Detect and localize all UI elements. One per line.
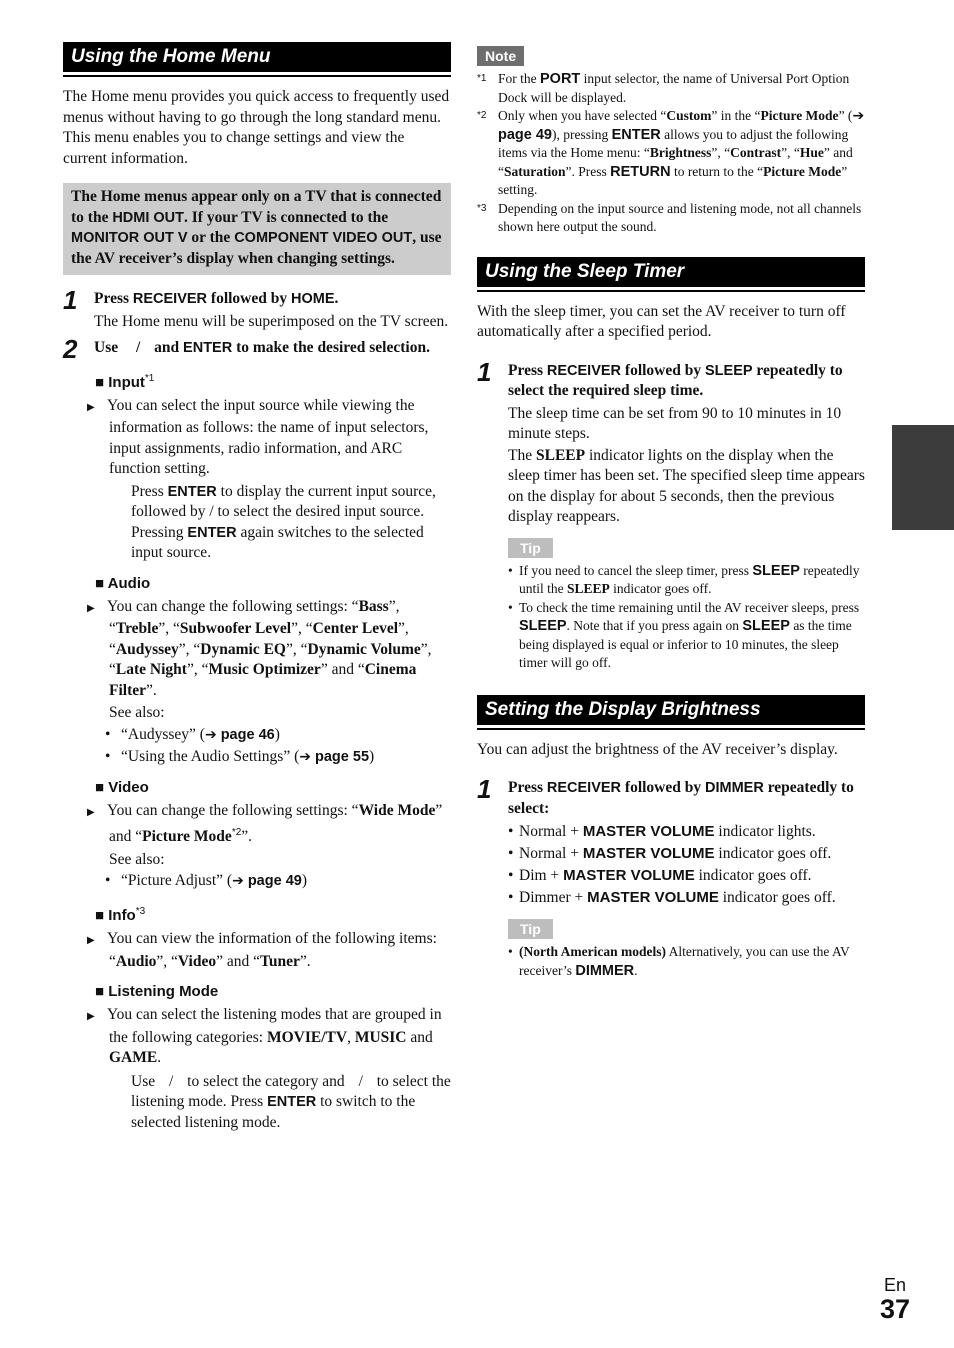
audio-references [95,724,451,768]
dimmer-option: • Dim + MASTER VOLUME indicator goes off. [508,865,865,887]
input-subsection [87,369,451,564]
sleep-indicator-desc: The SLEEP indicator lights on the display when the sleep timer has been set. The specified sleep time appears on the display for about 5 seconds, then the previous display reappears. [508,446,865,525]
note-label: Note [477,46,524,66]
video-references [95,870,451,892]
section-heading-sleep-timer: Using the Sleep Timer [477,257,865,290]
chapter-tab [892,425,954,530]
left-column [63,42,451,1133]
info-desc: ▶ You can view the information of the following items: “Audio”, “Video” and “Tuner”. [87,930,437,970]
sleep-step-title: Press RECEIVER followed by SLEEP repeatedly to select the required sleep time. [508,361,843,399]
dimmer-step-title: Press RECEIVER followed by DIMMER repeatedly to select: [508,779,854,817]
sleep-tip-cancel: • If you need to cancel the sleep timer, press SLEEP repeatedly until the SLEEP indicator goes off. [508,562,865,599]
sleep-range-desc: The sleep time can be set from 90 to 10 minutes in 10 minute steps. [508,404,842,442]
step-number: 2 [63,334,78,364]
hdmi-note-box: The Home menus appear only on a TV that is connected to the HDMI OUT. If your TV is connected to the MONITOR OUT V or the COMPONENT VIDEO OUT, use the AV receiver’s display when changing settings. [63,183,451,275]
page-number: 37 [880,1294,911,1324]
step-number: 1 [477,356,492,387]
step-1-title: Press RECEIVER followed by HOME. [94,290,339,307]
arrow-right-icon: ➔ [852,108,865,124]
tip-label: Tip [508,919,553,939]
sleep-tip-block [508,538,865,673]
step-2-title: Use / and ENTER to make the desired selection. [94,339,430,356]
audio-subsection [87,574,451,768]
video-subsection [87,778,451,893]
listening-mode-heading: ■ Listening Mode [95,983,219,1001]
triangle-right-icon: ▶ [87,806,95,818]
tip-label: Tip [508,538,553,558]
step-number: 1 [477,774,492,804]
dimmer-option: • Normal + MASTER VOLUME indicator lights. [508,821,865,843]
step-2-home [63,334,451,364]
info-subsection [87,902,451,972]
dimmer-tip-north-america: • (North American models) Alternatively, you can use the AV receiver’s DIMMER. [508,943,865,980]
step-number: 1 [63,285,78,315]
right-column [477,46,865,980]
arrow-right-icon: ➔ [232,873,244,890]
triangle-right-icon: ▶ [87,602,95,614]
brightness-intro: You can adjust the brightness of the AV receiver’s display. [477,740,838,758]
triangle-right-icon: ▶ [87,401,95,413]
dimmer-tips [508,943,865,980]
listening-mode-instructions: Use / to select the category and / to select the listening mode. Press ENTER to switch to the selected listening mode. [131,1072,451,1131]
listening-mode-subsection [87,982,451,1133]
section-heading-display-brightness: Setting the Display Brightness [477,695,865,728]
language-label: En [884,1275,907,1295]
dimmer-tip-block [508,919,865,980]
step-1-desc: The Home menu will be superimposed on the TV screen. [94,312,449,330]
input-heading: ■ Input$^{*1}$ [95,372,155,391]
audio-desc: ▶ You can change the following settings: “Bass”, “Treble”, “Subwoofer Level”, “Center Level”, “Audyssey”, “Dynamic EQ”, “Dynamic Volume”, “Late Night”, “Music Optimizer” and “Cinema Filter”. [87,597,432,699]
triangle-right-icon: ▶ [87,1011,95,1023]
section-heading-home-menu: Using the Home Menu [63,42,451,75]
video-heading: ■ Video [95,778,149,796]
step-1-sleep [477,356,865,673]
note-3: *3 Depending on the input source and listening mode, not all channels shown here output the sound. [477,200,862,234]
home-menu-intro: The Home menu provides you quick access to frequently used menus without having to go through the long standard menu. This menu enables you to change settings and view the current information. [63,88,450,167]
sleep-tips [508,562,865,673]
sleep-intro: With the sleep timer, you can set the AV receiver to turn off automatically after a specified period. [477,302,846,340]
dimmer-options [508,821,865,909]
dimmer-option: • Normal + MASTER VOLUME indicator goes off. [508,843,865,865]
audio-ref-audio-settings[interactable]: • “Using the Audio Settings” (➔ page 55) [105,746,451,768]
note-2: *2 Only when you have selected “Custom” in the “Picture Mode” (➔ page 49), pressing ENTER allows you to adjust the following items via the Home menu: “Brightness”, “Contrast”, “Hue” and “Saturation”. Press RETURN to return to the “Picture Mode” setting. [477,108,865,197]
video-see-also: See also: [109,850,165,868]
info-heading: ■ Info$^{*3}$ [95,906,146,925]
video-desc: ▶ You can change the following settings: “Wide Mode” and “Picture Mode$^{*2}$”. [87,801,443,846]
note-block [477,46,865,237]
step-1-home [63,285,451,332]
listening-mode-desc: ▶ You can select the listening modes that are grouped in the following categories: MOVIE/TV, MUSIC and GAME. [87,1006,442,1067]
audio-see-also: See also: [109,704,165,721]
sleep-tip-remaining: • To check the time remaining until the AV receiver sleeps, press SLEEP. Note that if you press again on SLEEP as the time being displayed is equal or inferior to 10 minutes, the sleep timer will go off. [508,599,865,673]
arrow-right-icon: ➔ [204,726,217,743]
audio-ref-audyssey[interactable]: • “Audyssey” (➔ page 46) [105,724,451,746]
input-instructions: Press ENTER to display the current input source, followed by / to select the desired input source. Pressing ENTER again switches to the selected input source. [131,482,436,561]
page-number-block [880,1275,910,1323]
triangle-right-icon: ▶ [87,935,95,947]
note-1: *1 For the PORT input selector, the name of Universal Port Option Dock will be displayed. [477,71,850,105]
input-desc: ▶ You can select the input source while viewing the information as follows: the name of input selectors, input assignments, radio information, and ARC function setting. [87,396,429,477]
step-1-dimmer [477,774,865,980]
dimmer-option: • Dimmer + MASTER VOLUME indicator goes off. [508,887,865,909]
arrow-right-icon: ➔ [299,748,311,765]
video-ref-picture-adjust[interactable]: • “Picture Adjust” (➔ page 49) [105,870,451,892]
audio-heading: ■ Audio [95,574,151,592]
